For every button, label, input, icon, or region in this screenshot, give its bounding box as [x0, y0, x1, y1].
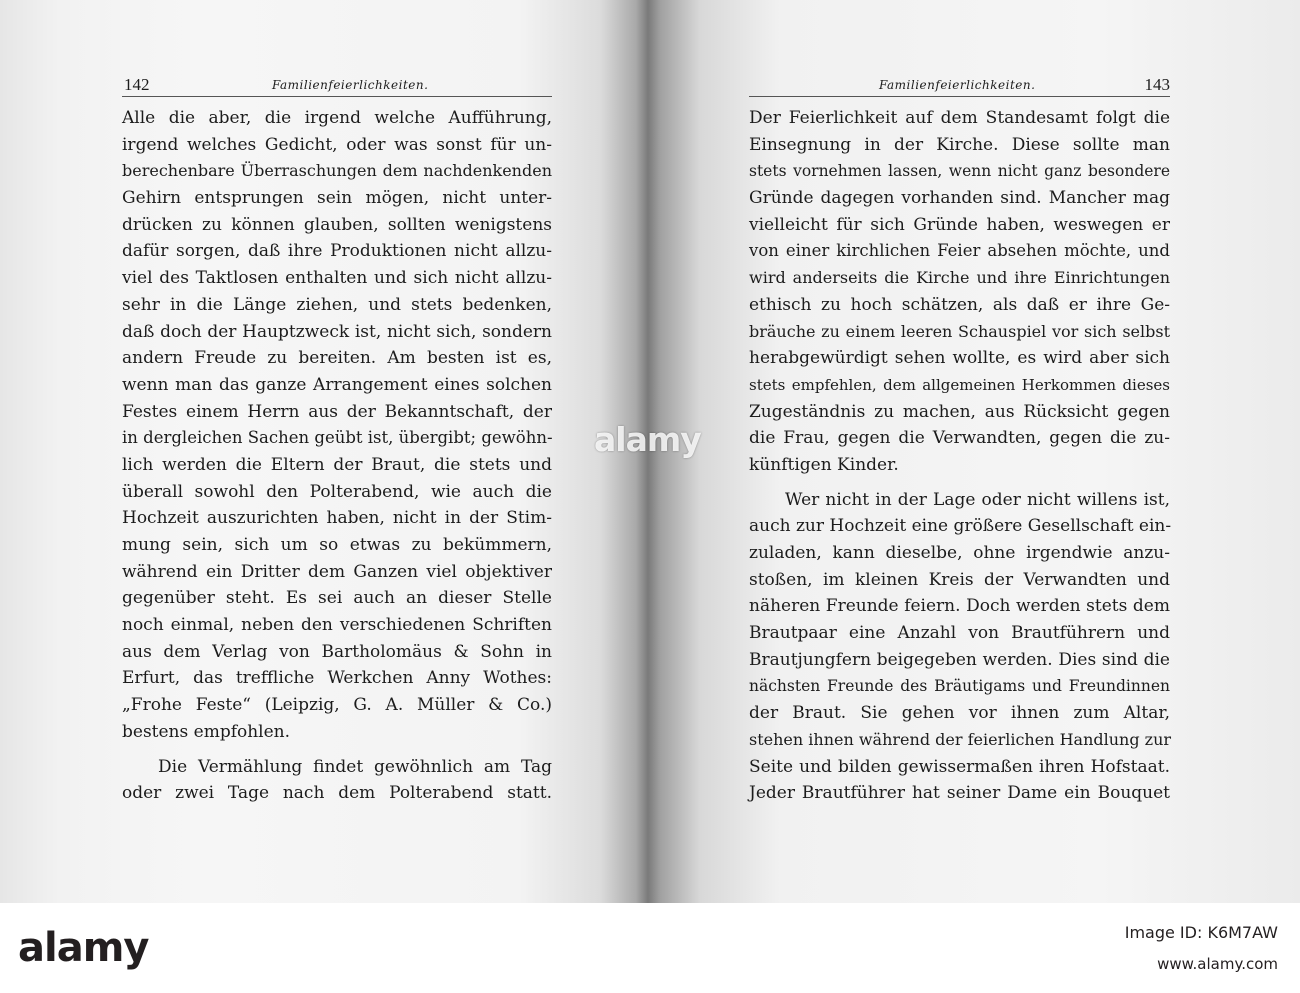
text-line: vielleicht für sich Gründe haben, weswegen er — [749, 214, 1170, 235]
text-line: zuladen, kann dieselbe, ohne irgendwie anzu- — [749, 543, 1170, 563]
left-page — [122, 70, 552, 890]
text-line: Zugeständnis zu machen, aus Rücksicht gegen — [749, 401, 1170, 422]
text-line: in dergleichen Sachen geübt ist, übergibt; gewöhn- — [122, 428, 553, 448]
right-text-block — [749, 105, 1170, 807]
text-line: Wer nicht in der Lage oder nicht willens ist, — [785, 489, 1170, 510]
text-line: Brautjungfern beigegeben werden. Dies sind die — [749, 649, 1170, 670]
text-line: nächsten Freunde des Bräutigams und Freundinnen — [749, 677, 1170, 696]
text-line: drücken zu können glauben, sollten wenigstens — [122, 214, 552, 235]
alamy-watermark: alamy — [594, 420, 701, 459]
text-line: von einer kirchlichen Feier absehen möchte, und — [749, 241, 1170, 261]
text-line: bestens empfohlen. — [122, 721, 291, 742]
text-line: während ein Dritter dem Ganzen viel objektiver — [122, 561, 552, 582]
text-line: lich werden die Eltern der Braut, die stets und — [122, 454, 552, 475]
text-line: noch einmal, neben den verschiedenen Schriften — [122, 615, 552, 636]
text-line: überall sowohl den Polterabend, wie auch die — [122, 481, 552, 502]
text-line: näheren Freunde feiern. Doch werden stets dem — [749, 596, 1170, 617]
text-line: oder zwei Tage nach dem Polterabend statt. — [122, 783, 552, 804]
text-line: Die Vermählung findet gewöhnlich am Tag — [158, 756, 552, 777]
text-line: künftigen Kinder. — [749, 454, 899, 475]
image-id-label: Image ID: K6M7AW — [1124, 923, 1278, 942]
text-line: gegenüber steht. Es sei auch an dieser Stelle — [122, 588, 552, 609]
right-page-number: 143 — [1144, 75, 1170, 94]
text-line: Jeder Brautführer hat seiner Dame ein Bouquet — [749, 783, 1170, 804]
site-url: www.alamy.com — [1157, 955, 1278, 973]
text-line: „Frohe Feste“ (Leipzig, G. A. Müller & Co.) — [122, 695, 552, 716]
text-line: Gründe dagegen vorhanden sind. Mancher mag — [749, 188, 1170, 209]
text-line: stoßen, im kleinen Kreis der Verwandten und — [749, 569, 1170, 590]
text-line: Erfurt, das treffliche Werkchen Anny Wothes: — [122, 668, 552, 689]
text-line: stets vornehmen lassen, wenn nicht ganz besondere — [749, 162, 1170, 181]
left-running-head — [122, 70, 552, 97]
text-line: wird anderseits die Kirche und ihre Einrichtungen — [749, 268, 1170, 288]
text-line: dafür sorgen, daß ihre Produktionen nicht allzu- — [122, 241, 552, 262]
text-line: stets empfehlen, dem allgemeinen Herkommen dieses — [749, 375, 1170, 394]
alamy-logo: alamy — [18, 925, 149, 971]
text-line: Brautpaar eine Anzahl von Brautführern und — [749, 623, 1170, 644]
text-line: Alle die aber, die irgend welche Aufführung, — [122, 108, 552, 128]
text-line: sehr in die Länge ziehen, und stets bedenken, — [122, 294, 552, 315]
right-page — [749, 70, 1170, 890]
text-line: der Braut. Sie gehen vor ihnen zum Altar, — [749, 703, 1170, 724]
text-line: berechenbare Überraschungen dem nachdenkenden — [122, 161, 552, 181]
text-line: Der Feierlichkeit auf dem Standesamt folgt die — [749, 108, 1170, 128]
text-line: ethisch zu hoch schätzen, als daß er ihre Ge- — [749, 294, 1170, 315]
stock-footer — [0, 903, 1300, 993]
left-text-block — [122, 105, 552, 807]
right-running-title: Familienfeierlichkeiten. — [879, 78, 1036, 92]
text-line: Einsegnung in der Kirche. Diese sollte man — [749, 134, 1170, 155]
text-line: andern Freude zu bereiten. Am besten ist es, — [122, 348, 552, 369]
text-line: irgend welches Gedicht, oder was sonst für un- — [122, 134, 552, 155]
text-line: wenn man das ganze Arrangement eines solchen — [122, 374, 552, 395]
text-line: aus dem Verlag von Bartholomäus & Sohn in — [122, 641, 552, 662]
text-line: bräuche zu einem leeren Schauspiel vor sich selbst — [749, 321, 1170, 341]
text-line: mung sein, sich um so etwas zu bekümmern, — [122, 535, 552, 555]
text-line: Festes einem Herrn aus der Bekanntschaft, der — [122, 401, 552, 422]
text-line: auch zur Hochzeit eine größere Gesellschaft ein- — [749, 516, 1172, 537]
left-running-title: Familienfeierlichkeiten. — [272, 78, 429, 92]
left-page-number: 142 — [124, 75, 150, 94]
text-line: viel des Taktlosen enthalten und sich nicht allzu- — [122, 268, 552, 289]
text-line: stehen ihnen während der feierlichen Handlung zur — [749, 729, 1172, 749]
text-line: Gehirn entsprungen sein mögen, nicht unter- — [122, 188, 552, 209]
text-line: die Frau, gegen die Verwandten, gegen die zu- — [749, 428, 1170, 449]
text-line: Seite und bilden gewissermaßen ihren Hofstaat. — [749, 756, 1170, 777]
text-line: herabgewürdigt sehen wollte, es wird aber sich — [749, 348, 1170, 369]
text-line: Hochzeit auszurichten haben, nicht in der Stim- — [122, 508, 552, 529]
text-line: daß doch der Hauptzweck ist, nicht sich, sondern — [122, 321, 552, 342]
right-running-head — [749, 70, 1170, 97]
